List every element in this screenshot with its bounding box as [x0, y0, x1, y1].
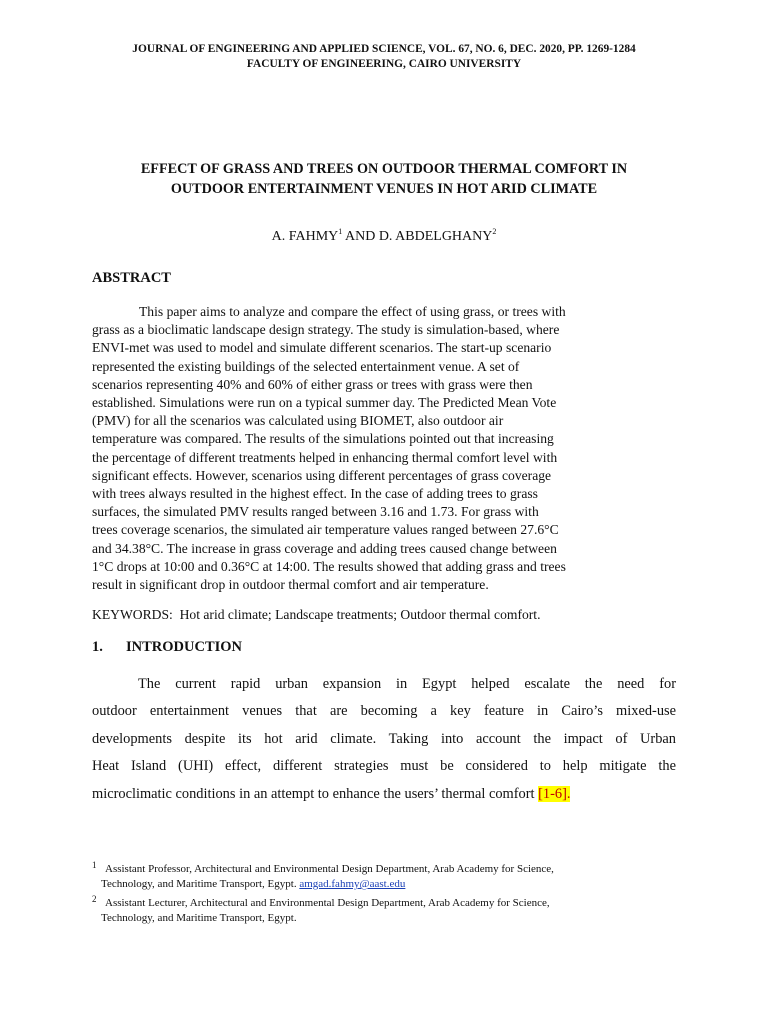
author-2: D. ABDELGHANY	[378, 229, 493, 244]
paper-title-line-2: OUTDOOR ENTERTAINMENT VENUES IN HOT ARID CLIMATE	[170, 181, 598, 197]
abstract-line: This paper aims to analyze and compare the effect of using grass, or trees with	[139, 304, 566, 319]
abstract-line: with trees always resulted in the highest effect. In the case of adding trees to grass	[92, 486, 538, 502]
abstract-heading: ABSTRACT	[92, 270, 171, 286]
introduction-line: outdoor entertainment venues that are becoming a key feature in Cairo’s mixed-use	[92, 703, 676, 720]
abstract-line: trees coverage scenarios, the simulated air temperature values ranged between 27.6°C	[92, 522, 559, 538]
journal-header-line-2: FACULTY OF ENGINEERING, CAIRO UNIVERSITY	[246, 58, 522, 70]
author-2-affiliation-mark: 2	[492, 227, 497, 236]
footnote-text: Technology, and Maritime Transport, Egypt.	[101, 912, 297, 924]
abstract-line: scenarios representing 40% and 60% of either grass or trees with grass were then	[92, 376, 533, 392]
journal-header-line-1: JOURNAL OF ENGINEERING AND APPLIED SCIENCE, VOL. 67, NO. 6, DEC. 2020, PP. 1269-1284	[132, 43, 636, 55]
introduction-line: Heat Island (UHI) effect, different strategies must be considered to help mitigate the	[92, 758, 676, 775]
keywords: KEYWORDS: Hot arid climate; Landscape treatments; Outdoor thermal comfort.	[92, 607, 541, 622]
paper-title-line-1: EFFECT OF GRASS AND TREES ON OUTDOOR THERMAL COMFORT IN	[140, 161, 628, 177]
abstract-body	[92, 303, 682, 594]
abstract-line: and 34.38°C. The increase in grass coverage and adding trees caused change between	[92, 540, 557, 556]
paper-title	[0, 159, 768, 199]
introduction-last-line-text: microclimatic conditions in an attempt to enhance the users’ thermal comfort	[92, 785, 539, 802]
footnote-1	[92, 858, 682, 892]
footnote-text: Assistant Lecturer, Architectural and Environmental Design Department, Arab Academy for Science,	[105, 897, 550, 909]
section-title: INTRODUCTION	[126, 639, 243, 655]
abstract-line: 1°C drops at 10:00 and 0.36°C at 14:00. The results showed that adding grass and trees	[92, 558, 566, 574]
citation-link[interactable]: [1-6].	[538, 785, 571, 802]
footnote-mark: 1	[92, 860, 97, 870]
abstract-line: temperature was compared. The results of the simulations pointed out that increasing	[92, 431, 554, 447]
abstract-line: significant effects. However, scenarios using different percentages of grass coverage	[92, 467, 552, 483]
footnotes	[92, 858, 682, 926]
introduction-line	[92, 781, 676, 808]
author-conjunction: AND	[342, 229, 379, 244]
author-email-link[interactable]: amgad.fahmy@aast.edu	[299, 878, 406, 890]
section-number: 1.	[92, 639, 103, 655]
author-1-affiliation-mark: 1	[338, 227, 343, 236]
introduction-line: The current rapid urban expansion in Egypt helped escalate the need for	[138, 676, 676, 692]
abstract-line: represented the existing buildings of the selected entertainment venue. A set of	[92, 358, 520, 374]
footnote-2	[92, 892, 682, 926]
abstract-line: established. Simulations were run on a typical summer day. The Predicted Mean Vote	[92, 395, 557, 411]
abstract-line: grass as a bioclimatic landscape design strategy. The study is simulation-based, where	[92, 322, 560, 338]
abstract-line: result in significant drop in outdoor thermal comfort and air temperature.	[92, 577, 489, 593]
introduction-body	[92, 671, 676, 808]
author-1: A. FAHMY	[271, 229, 339, 244]
abstract-line: the percentage of different treatments helped in enhancing thermal comfort level with	[92, 449, 558, 465]
author-list	[0, 222, 768, 247]
journal-header	[0, 42, 768, 72]
abstract-line: (PMV) for all the scenarios was calculated using BIOMET, also outdoor air	[92, 413, 504, 429]
section-heading-introduction	[92, 639, 242, 656]
footnote-text: Assistant Professor, Architectural and Environmental Design Department, Arab Academy for Science,	[105, 863, 554, 875]
introduction-line: developments despite its hot arid climate. Taking into account the impact of Urban	[92, 730, 676, 747]
abstract-line: ENVI-met was used to model and simulate different scenarios. The start-up scenario	[92, 340, 552, 356]
footnote-mark: 2	[92, 894, 97, 904]
abstract-line: surfaces, the simulated PMV results ranged between 3.16 and 1.73. For grass with	[92, 504, 539, 520]
footnote-text: Technology, and Maritime Transport, Egypt.	[101, 878, 300, 890]
